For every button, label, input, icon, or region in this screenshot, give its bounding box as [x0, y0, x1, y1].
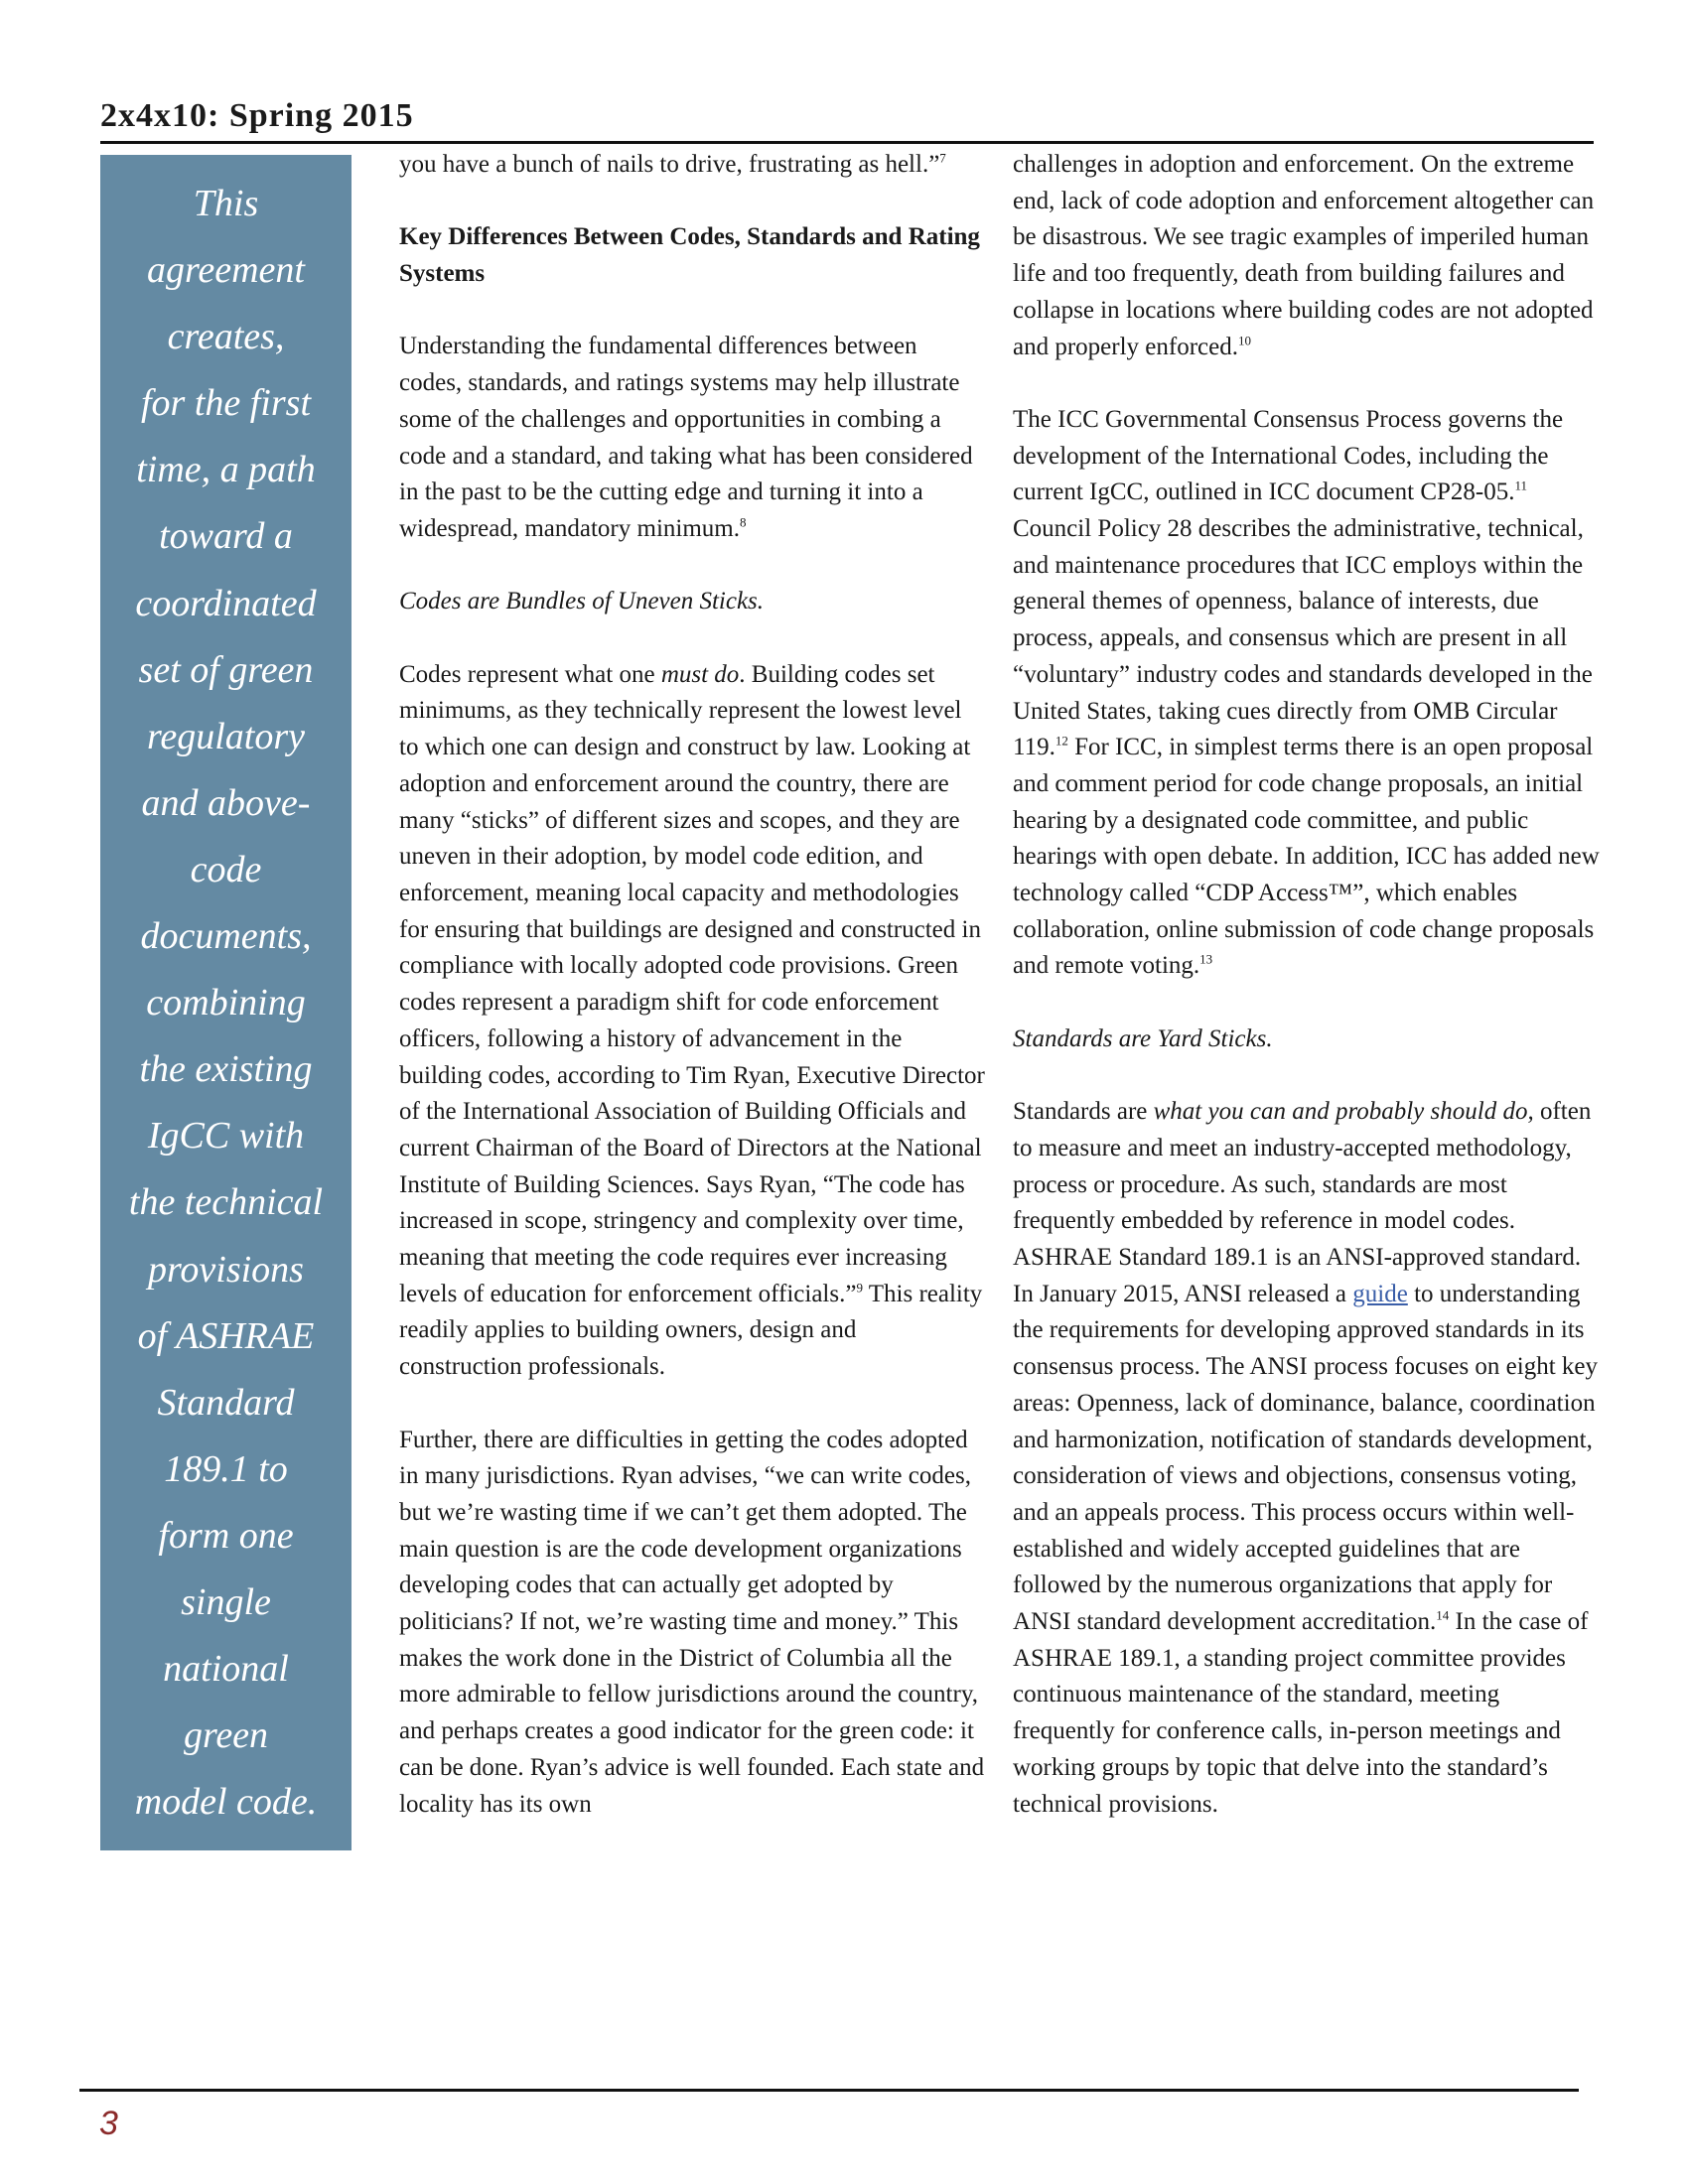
pull-quote-line: toward a — [159, 515, 293, 558]
pull-quote-line: agreement — [147, 249, 305, 292]
pull-quote-line: of ASHRAE — [137, 1314, 315, 1357]
footnote-ref: 10 — [1237, 333, 1251, 348]
paragraph-standards: Standards are what you can and probably should do, often to measure and meet an industry-accepted methodology, process or procedure. As such, standards are most frequently embedded by reference in model codes. ASHRAE Standard 189.1 is an ANSI-approved standard. In January 2015, ANSI released a guide to understanding the requirements for developing approved standards in its consensus process. The ANSI process focuses on eight key areas: Openness, lack of dominance, balance, coordination and harmonization, notification of standards development, consideration of views and objections, consensus voting, and an appeals process. This process occurs within well-established and widely accepted guidelines that are followed by the numerous organizations that apply for ANSI standard development accreditation.$^{14}$ In the case of ASHRAE 189.1, a standing project committee provides continuous maintenance of the standard, meeting frequently for conference calls, in-person meetings and working groups by topic that delve into the standard’s technical provisions. — [1013, 1098, 1599, 1818]
paragraph-icc-process: The ICC Governmental Consensus Process governs the development of the International Codes, including the current IgCC, outlined in ICC document CP28-05.11 Council Policy 28 describes the administrative, technical, and maintenance procedures that ICC employs within the general themes of openness, balance of interests, due process, appeals, and consensus which are present in all “voluntary” industry codes and standards developed in the United States, taking cues directly from OMB Circular 119.12 For ICC, in simplest terms there is an open proposal and comment period for code change proposals, an initial hearing by a designated code committee, and public hearings with open debate. In addition, ICC has added new technology called “CDP Access™”, which enables collaboration, online submission of code change proposals and remote voting.$^{13}$ — [1013, 405, 1600, 980]
footnote-ref: 9 — [856, 1280, 863, 1296]
paragraph-differences: Understanding the fundamental differences between codes, standards, and ratings systems may help illustrate some of the challenges and opportunities in combing a code and a standard, and taking what has been considered in the past to be the cutting edge and turning it into a widespread, mandatory minimum.$^8$ — [399, 333, 973, 542]
footnote-ref: 8 — [739, 514, 747, 530]
pull-quote-line: green — [183, 1714, 269, 1757]
pull-quote-line: creates, — [167, 316, 285, 358]
pull-quote-line: national — [163, 1648, 289, 1691]
pull-quote-line: coordinated — [135, 582, 317, 624]
pull-quote-line: the existing — [139, 1048, 313, 1091]
pull-quote-line: provisions — [148, 1248, 304, 1291]
footnote-ref: 11 — [1514, 478, 1528, 493]
pull-quote-line: IgCC with — [147, 1115, 305, 1158]
right-column — [1013, 147, 1601, 1823]
bottom-divider — [79, 2089, 1579, 2092]
guide-link[interactable]: guide — [1352, 1280, 1408, 1307]
pull-quote-line: form one — [158, 1514, 294, 1557]
footnote-ref: 12 — [1055, 733, 1068, 749]
footnote-ref: 14 — [1436, 1607, 1450, 1623]
pull-quote-line: documents, — [140, 915, 312, 958]
pull-quote-line: for the first — [140, 382, 312, 425]
pull-quote-line: regulatory — [146, 715, 305, 757]
pull-quote-sidebar — [100, 155, 352, 1850]
masthead: 2x4x10: Spring 2015 — [100, 97, 414, 134]
pull-quote-line: combining — [146, 982, 306, 1024]
pull-quote-line: This — [193, 183, 259, 224]
paragraph-challenges: challenges in adoption and enforcement. On the extreme end, lack of code adoption and enforcement altogether can be disastrous. We see tragic examples of imperiled human life and too frequently, death from building failures and collapse in locations where building codes are not adopted and properly enforced.$^{10}$ — [1013, 151, 1595, 360]
footnote-ref: 7 — [939, 150, 946, 166]
pull-quote-line: the technical — [128, 1181, 324, 1224]
left-column — [399, 147, 985, 1823]
paragraph-continuation: you have a bunch of nails to drive, frustrating as hell.”$^7$ — [399, 150, 946, 178]
page-number: 3 — [99, 2105, 118, 2142]
top-divider — [100, 141, 1594, 144]
section-heading: Key Differences Between Codes, Standards and Rating Systems — [399, 223, 980, 288]
pull-quote-line: code — [190, 848, 262, 890]
pull-quote-line: model code. — [134, 1781, 318, 1824]
paragraph-codes: Codes represent what one must do. Building codes set minimums, as they technically represent the lowest level to which one can design and construct by law. Looking at adoption and enforcement around the country, there are many “sticks” of different sizes and scopes, and they are uneven in their adoption, by model code edition, and enforcement, meaning local capacity and methodologies for ensuring that buildings are designed and constructed in compliance with locally adopted code provisions. Green codes represent a paradigm shift for code enforcement officers, following a history of advancement in the building codes, according to Tim Ryan, Executive Director of the International Association of Building Officials and current Chairman of the Board of Directors at the National Institute of Building Sciences. Says Ryan, “The code has increased in scope, stringency and complexity over time, meaning that meeting the code requires ever increasing levels of education for enforcement officials.”$^9$ This reality readily applies to building owners, design and construction professionals. — [399, 660, 985, 1381]
pull-quote-line: 189.1 to — [164, 1447, 288, 1490]
pull-quote-line: Standard — [157, 1381, 295, 1424]
pull-quote-line: time, a path — [136, 449, 316, 491]
pull-quote-line: single — [181, 1580, 271, 1623]
pull-quote-line: and above- — [141, 781, 311, 824]
pull-quote-line: set of green — [138, 648, 314, 691]
paragraph-adoption: Further, there are difficulties in getting the codes adopted in many jurisdictions. Ryan advises, “we can write codes, but we’re wasting time if we can’t get them adopted. The main question is are the code development organizations developing codes that can actually get adopted by politicians? If not, we’re wasting time and money.” This makes the work done in the District of Columbia all the more admirable to fellow jurisdictions around the country, and perhaps creates a good indicator for the green code: it can be done. Ryan’s advice is well founded. Each state and locality has its own — [399, 1426, 985, 1818]
subheading-standards: Standards are Yard Sticks. — [1013, 1024, 1273, 1052]
subheading-codes: Codes are Bundles of Uneven Sticks. — [399, 588, 765, 615]
footnote-ref: 13 — [1199, 952, 1213, 968]
